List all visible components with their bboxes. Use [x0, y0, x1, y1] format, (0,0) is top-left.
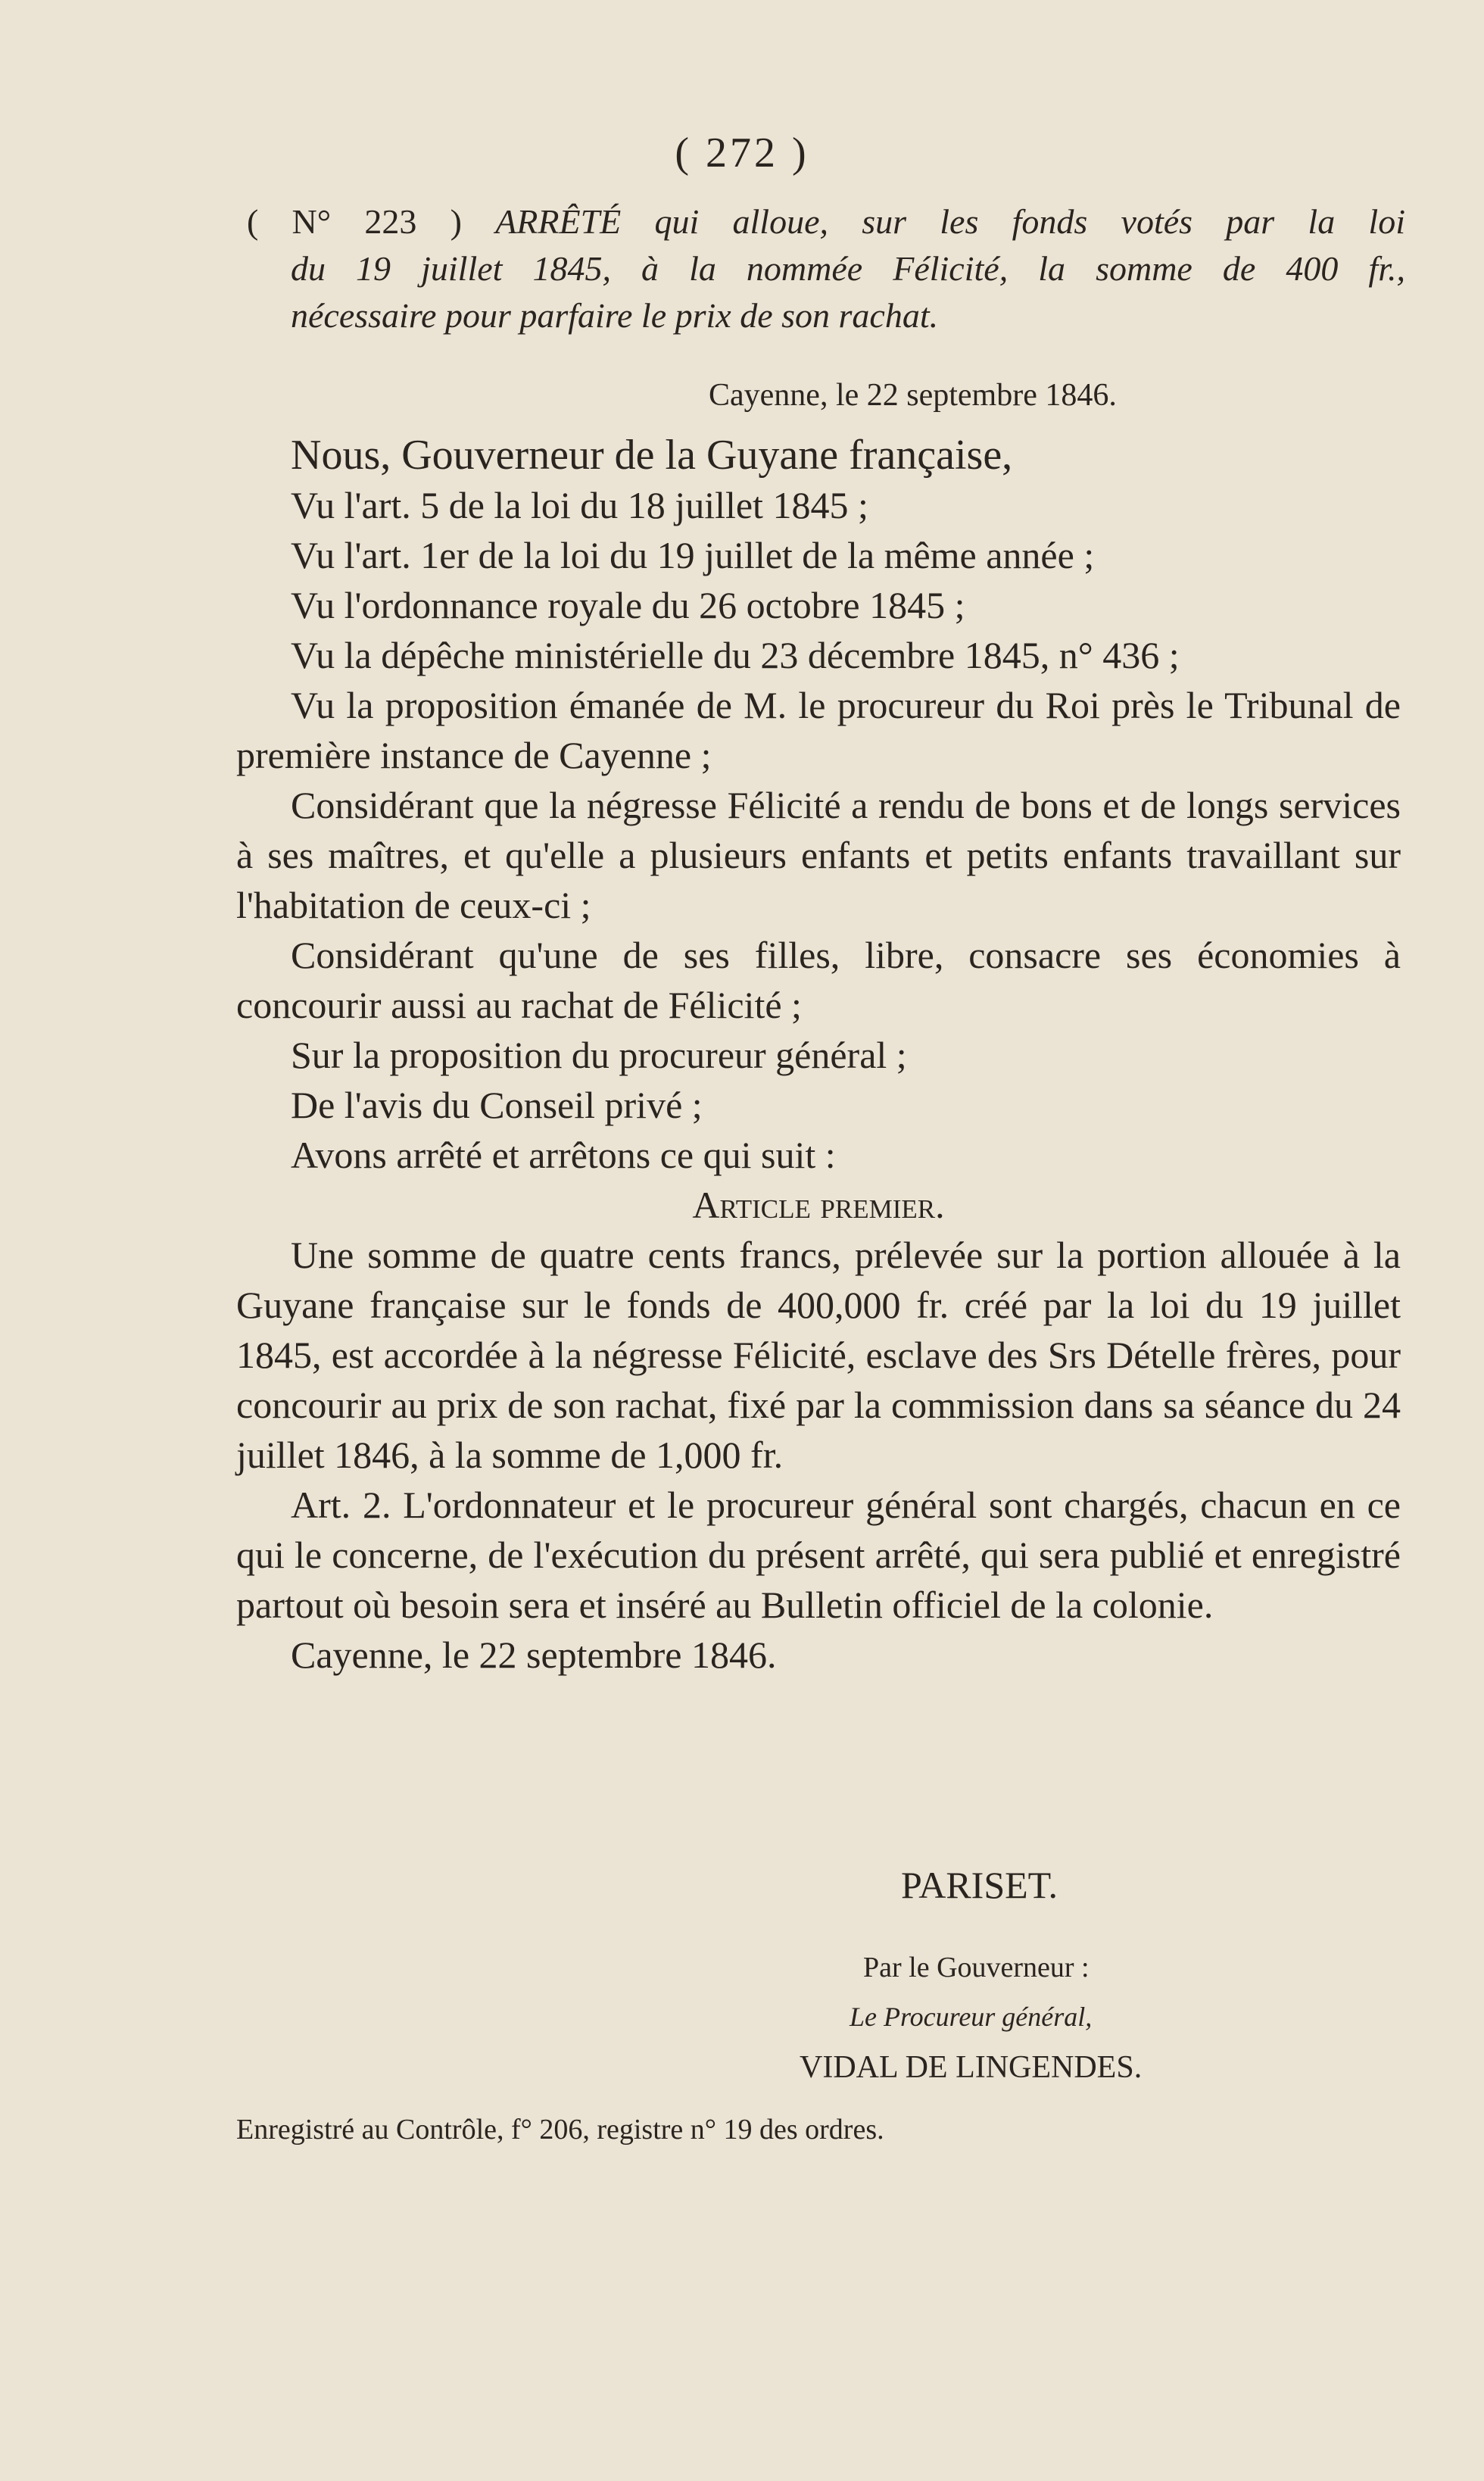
paragraph: Considérant que la négresse Félicité a rendu de bons et de longs services à ses maîtres, et qu'elle a plusieurs enfants et petits enfants travaillant sur l'habitation de ceux-ci ; — [236, 784, 1401, 926]
officer-name: VIDAL DE LINGENDES. — [800, 2050, 1143, 2085]
paragraph: Vu l'art. 1er de la loi du 19 juillet de la même année ; — [291, 534, 1095, 576]
heading-line-2: du 19 juillet 1845, à la nommée Félicité, la somme de 400 fr., — [291, 249, 1405, 288]
signer-name: PARISET. — [901, 1864, 1058, 1906]
decree-number: ( N° 223 ) — [247, 202, 462, 241]
closing-date: Cayenne, le 22 septembre 1846. — [291, 1634, 777, 1676]
paragraph: Vu l'ordonnance royale du 26 octobre 1845 ; — [291, 584, 965, 626]
page-number: ( 272 ) — [675, 130, 809, 176]
decree-body — [236, 430, 1401, 1680]
paragraph: Vu l'art. 5 de la loi du 18 juillet 1845 ; — [291, 484, 868, 526]
decree-heading — [247, 198, 1405, 339]
opening-line: Nous, Gouverneur de la Guyane française, — [291, 432, 1013, 479]
paragraph: De l'avis du Conseil privé ; — [291, 1084, 703, 1126]
officer-role: Le Procureur général, — [850, 2002, 1093, 2032]
by-line: Par le Gouverneur : — [863, 1952, 1090, 1983]
article-2: Art. 2. L'ordonnateur et le procureur général sont chargés, chacun en ce qui le concerne, de l'exécution du présent arrêté, qui sera publié et enregistré partout où besoin sera et inséré au Bulletin officiel de la colonie. — [236, 1484, 1401, 1626]
article-title: Article premier. — [692, 1184, 945, 1226]
heading-line-1 — [247, 198, 1405, 245]
paragraph: Vu la dépêche ministérielle du 23 décembre 1845, n° 436 ; — [291, 634, 1180, 676]
heading-line-3: nécessaire pour parfaire le prix de son rachat. — [291, 296, 939, 335]
article-1: Une somme de quatre cents francs, prélevée sur la portion allouée à la Guyane française sur le fonds de 400,000 fr. créé par la loi du 19 juillet 1845, est accordée à la négresse Félicité, esclave des Srs Dételle frères, pour concourir au prix de son rachat, fixé par la commission dans sa séance du 24 juillet 1846, à la somme de 1,000 fr. — [236, 1234, 1401, 1476]
paragraph: Avons arrêté et arrêtons ce qui suit : — [291, 1134, 836, 1176]
paragraph: Considérant qu'une de ses filles, libre, consacre ses économies à concourir aussi au rachat de Félicité ; — [236, 934, 1401, 1026]
place-date-top: Cayenne, le 22 septembre 1846. — [709, 378, 1117, 413]
registration-footer: Enregistré au Contrôle, f° 206, registre n° 19 des ordres. — [236, 2114, 884, 2146]
paragraph: Vu la proposition émanée de M. le procureur du Roi près le Tribunal de première instance de Cayenne ; — [236, 684, 1401, 776]
decree-title: ARRÊTÉ qui alloue, sur les fonds votés par la loi — [495, 202, 1405, 241]
paragraph: Sur la proposition du procureur général ; — [291, 1034, 907, 1076]
